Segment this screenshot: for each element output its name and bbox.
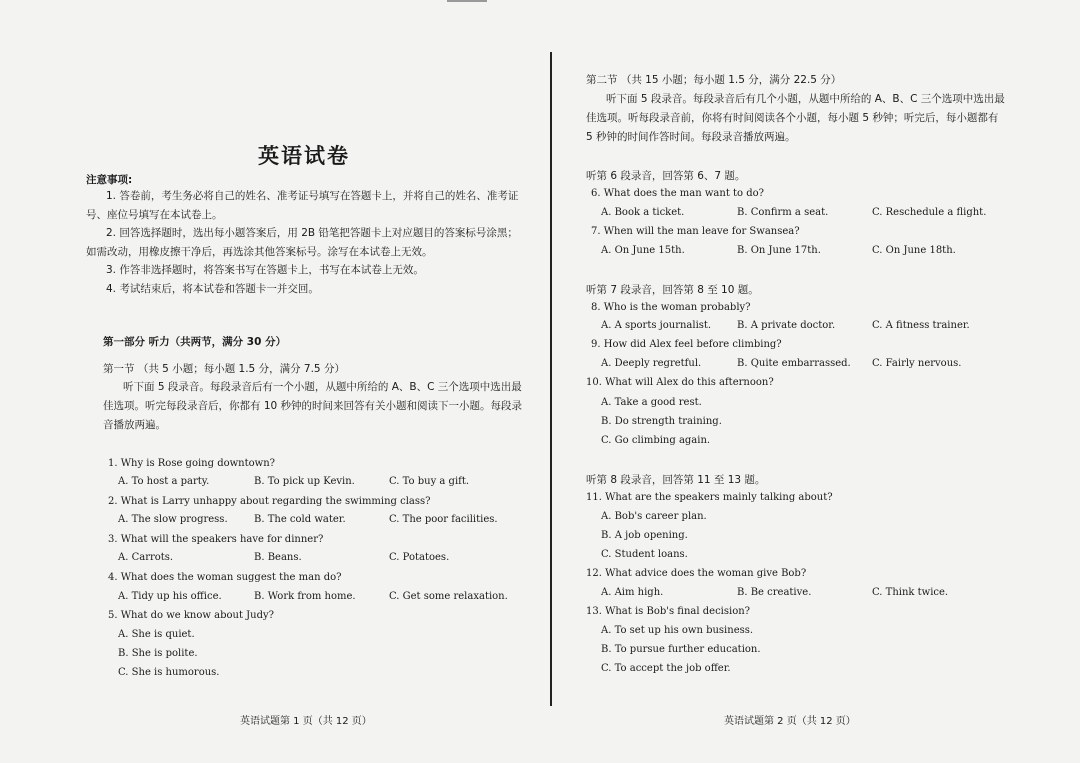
question-2: 2. What is Larry unhappy about regarding the swimming class? — [108, 496, 431, 507]
q12-option-c: C. Think twice. — [872, 587, 949, 598]
q10-option-b: B. Do strength training. — [601, 416, 722, 427]
group-heading-7: 听第 7 段录音，回答第 8 至 10 题。 — [586, 284, 759, 296]
q12-option-a: A. Aim high. — [601, 587, 664, 598]
note-3: 3. 作答非选择题时，将答案书写在答题卡上，书写在本试卷上无效。 — [106, 264, 424, 276]
q1-option-c: C. To buy a gift. — [389, 476, 470, 487]
q13-option-a: A. To set up his own business. — [601, 625, 754, 636]
q9-option-a: A. Deeply regretful. — [601, 358, 702, 369]
question-7: 7. When will the man leave for Swansea? — [591, 226, 800, 237]
group-heading-8: 听第 8 段录音，回答第 11 至 13 题。 — [586, 474, 766, 486]
q8-option-c: C. A fitness trainer. — [872, 320, 970, 331]
notes-heading: 注意事项: — [86, 174, 133, 186]
q13-option-b: B. To pursue further education. — [601, 644, 761, 655]
section2-heading: 第二节 （共 15 小题；每小题 1.5 分，满分 22.5 分） — [586, 74, 842, 86]
question-4: 4. What does the woman suggest the man do? — [108, 572, 342, 583]
q3-option-a: A. Carrots. — [118, 552, 174, 563]
q1-option-a: A. To host a party. — [118, 476, 210, 487]
q4-option-c: C. Get some relaxation. — [389, 591, 508, 602]
q10-option-a: A. Take a good rest. — [601, 397, 702, 408]
q10-option-c: C. Go climbing again. — [601, 435, 711, 446]
q3-option-c: C. Potatoes. — [389, 552, 450, 563]
group-heading-6: 听第 6 段录音，回答第 6、7 题。 — [586, 170, 746, 182]
q4-option-b: B. Work from home. — [254, 591, 356, 602]
section2-instructions: 听下面 5 段录音。每段录音后有几个小题，从题中所给的 A、B、C 三个选项中选出最佳选项。听每段录音前，你将有时间阅读各个小题，每小题 5 秒钟；听完后，每小题都有 5 秒钟的时间作答时间。每段录音播放两遍。 — [586, 93, 1005, 143]
page-divider — [550, 52, 552, 706]
q1-option-b: B. To pick up Kevin. — [254, 476, 355, 487]
exam-title: 英语试卷 — [258, 144, 350, 168]
q2-option-c: C. The poor facilities. — [389, 514, 498, 525]
scan-mark — [447, 0, 487, 2]
question-9: 9. How did Alex feel before climbing? — [591, 339, 782, 350]
q5-option-c: C. She is humorous. — [118, 667, 220, 678]
note-2: 2. 回答选择题时，选出每小题答案后，用 2B 铅笔把答题卡上对应题目的答案标号涂黑；如需改动，用橡皮擦干净后，再选涂其他答案标号。涂写在本试卷上无效。 — [86, 227, 518, 258]
q8-option-b: B. A private doctor. — [737, 320, 836, 331]
section1-heading: 第一节 （共 5 小题；每小题 1.5 分，满分 7.5 分） — [103, 363, 345, 375]
question-3: 3. What will the speakers have for dinner? — [108, 534, 324, 545]
note-4: 4. 考试结束后，将本试卷和答题卡一并交回。 — [106, 283, 319, 295]
question-8: 8. Who is the woman probably? — [591, 302, 751, 313]
q6-option-c: C. Reschedule a flight. — [872, 207, 987, 218]
q7-option-a: A. On June 15th. — [601, 245, 685, 256]
question-1: 1. Why is Rose going downtown? — [108, 458, 276, 469]
question-11: 11. What are the speakers mainly talking about? — [586, 492, 833, 503]
q11-option-c: C. Student loans. — [601, 549, 688, 560]
q11-option-a: A. Bob's career plan. — [601, 511, 707, 522]
q12-option-b: B. Be creative. — [737, 587, 812, 598]
q7-option-c: C. On June 18th. — [872, 245, 956, 256]
q3-option-b: B. Beans. — [254, 552, 302, 563]
question-5: 5. What do we know about Judy? — [108, 610, 274, 621]
q9-option-c: C. Fairly nervous. — [872, 358, 962, 369]
q7-option-b: B. On June 17th. — [737, 245, 821, 256]
question-10: 10. What will Alex do this afternoon? — [586, 377, 774, 388]
part1-heading: 第一部分 听力（共两节，满分 30 分） — [103, 336, 287, 348]
q5-option-a: A. She is quiet. — [118, 629, 195, 640]
question-6: 6. What does the man want to do? — [591, 188, 765, 199]
q5-option-b: B. She is polite. — [118, 648, 198, 659]
page-footer-left: 英语试题第 1 页（共 12 页） — [240, 716, 372, 727]
q9-option-b: B. Quite embarrassed. — [737, 358, 851, 369]
question-12: 12. What advice does the woman give Bob? — [586, 568, 807, 579]
q2-option-a: A. The slow progress. — [118, 514, 228, 525]
q11-option-b: B. A job opening. — [601, 530, 688, 541]
page-footer-right: 英语试题第 2 页（共 12 页） — [724, 716, 856, 727]
q8-option-a: A. A sports journalist. — [601, 320, 712, 331]
q13-option-c: C. To accept the job offer. — [601, 663, 731, 674]
q2-option-b: B. The cold water. — [254, 514, 346, 525]
q6-option-a: A. Book a ticket. — [601, 207, 685, 218]
note-1: 1. 答卷前，考生务必将自己的姓名、准考证号填写在答题卡上，并将自己的姓名、准考证号、座位号填写在本试卷上。 — [86, 190, 519, 221]
q6-option-b: B. Confirm a seat. — [737, 207, 829, 218]
section1-instructions: 听下面 5 段录音。每段录音后有一个小题，从题中所给的 A、B、C 三个选项中选出最佳选项。听完每段录音后，你都有 10 秒钟的时间来回答有关小题和阅读下一小题。每段录音播放两遍。 — [103, 381, 523, 431]
q4-option-a: A. Tidy up his office. — [118, 591, 222, 602]
question-13: 13. What is Bob's final decision? — [586, 606, 751, 617]
